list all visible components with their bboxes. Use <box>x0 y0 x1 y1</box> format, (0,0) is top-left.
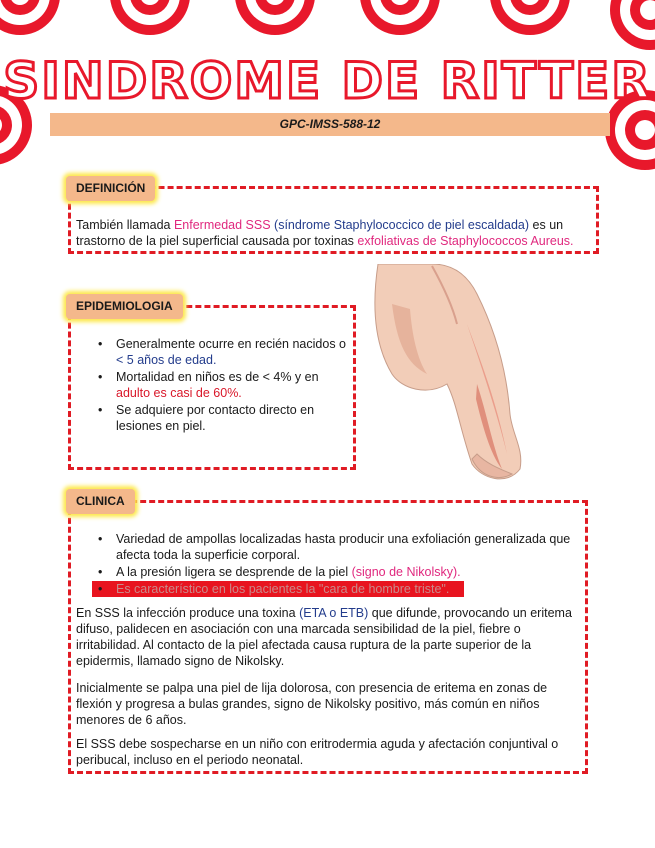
infant-skin-illustration-icon <box>372 264 524 486</box>
epidemiologia-label: EPIDEMIOLOGIA <box>66 294 183 319</box>
clinica-paragraph-3: El SSS debe sospecharse en un niño con eritrodermia aguda y afectación conjuntival o peribucal, incluso en el periodo neonatal. <box>76 737 559 767</box>
definicion-label: DEFINICIÓN <box>66 176 155 201</box>
clinica-paragraph-2: Inicialmente se palpa una piel de lija dolorosa, con presencia de eritema en zonas de flexión y progresa a bulas grandes, signo de Nikolsky positivo, más común en niños menores de 6 años. <box>76 681 548 727</box>
list-item: • A la presión ligera se desprende de la piel (signo de Nikolsky). <box>92 564 582 580</box>
epidemiologia-list <box>92 336 348 435</box>
definicion-text: También llamada Enfermedad SSS (síndrome Staphylococcico de piel escaldada) es un trastorno de la piel superficial causada por toxinas exfoliativas de Staphylococcos Aureus. <box>76 218 574 248</box>
guide-code: GPC-IMSS-588-12 <box>50 113 610 136</box>
clinica-label: CLINICA <box>66 489 135 514</box>
clinica-paragraph-1: En SSS la infección produce una toxina (ETA o ETB) que difunde, provocando un eritema difuso, palidecen en asociación con una marcada sensibilidad de la piel, fiebre o irritabilidad. Al contacto de la piel afectada causa ruptura de la parte superior de la epidermis, llamado signo de Nikolsky. <box>76 606 572 668</box>
list-item: • Mortalidad en niños es de < 4% y en adulto es casi de 60%. <box>92 369 348 401</box>
list-item: • Generalmente ocurre en recién nacidos o < 5 años de edad. <box>92 336 348 368</box>
clinica-list <box>92 531 582 598</box>
list-item: • Es característico en los pacientes la "cara de hombre triste". <box>92 581 464 597</box>
list-item: • Variedad de ampollas localizadas hasta producir una exfoliación generalizada que afecta toda la superficie corporal. <box>92 531 582 563</box>
page-title: SINDROME DE RITTER <box>3 52 652 110</box>
list-item: • Se adquiere por contacto directo en lesiones en piel. <box>92 402 348 434</box>
